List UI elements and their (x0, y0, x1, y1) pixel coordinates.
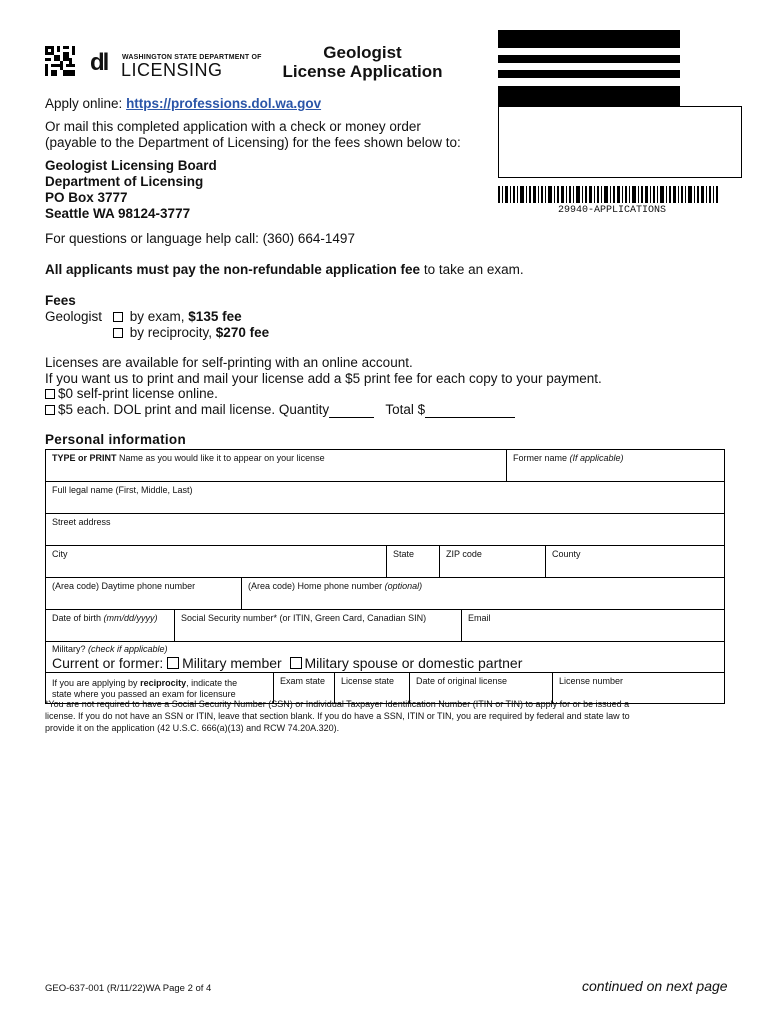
redaction-bar (498, 55, 680, 63)
dol-logo-mark: dl (90, 49, 108, 76)
form-id-footer: GEO-637-001 (R/11/22)WA Page 2 of 4 (45, 983, 212, 994)
print-option-self: $0 self-print license online. (45, 386, 218, 402)
former-name-field[interactable]: Former name (If applicable) (513, 453, 624, 463)
mail-print-checkbox[interactable] (45, 405, 55, 415)
address-line: PO Box 3777 (45, 190, 128, 205)
address-line: Department of Licensing (45, 174, 204, 189)
fee-option-reciprocity: by reciprocity, $270 fee (113, 325, 269, 341)
daytime-phone-field[interactable]: (Area code) Daytime phone number (46, 578, 242, 609)
quantity-field[interactable] (329, 405, 374, 418)
continued-note: continued on next page (582, 978, 728, 994)
ssn-footnote: *You are not required to have a Social Security Number (SSN) or Individual Taxpayer Identification Number (ITIN or TIN) to apply for or be issued a license. If you do not have an SSN or ITIN, leave that section blank. If you do have a SSN, ITIN or TIN, you are required by federal and state law to provide it on the application (42 U.S.C. 666(a)(13) and RCW 74.20A.320). (45, 699, 630, 733)
address-line: Seattle WA 98124-3777 (45, 206, 191, 221)
agency-name-line2: LICENSING (121, 60, 223, 80)
date-of-birth-field[interactable]: Date of birth (mm/dd/yyyy) (46, 610, 175, 641)
fee-reciprocity-checkbox[interactable] (113, 328, 123, 338)
military-member-checkbox[interactable] (167, 657, 179, 669)
license-number-field[interactable]: License number (559, 676, 624, 686)
street-address-field[interactable]: Street address (52, 517, 111, 527)
personal-info-table (45, 449, 725, 704)
form-title: Geologist License Application (282, 43, 443, 81)
fees-heading: Fees (45, 293, 76, 308)
redaction-bar (498, 86, 680, 106)
print-option-mail: $5 each. DOL print and mail license. Quantity Total $ (45, 402, 515, 418)
agency-name-line1: WASHINGTON STATE DEPARTMENT OF (122, 54, 262, 61)
fee-notice: All applicants must pay the non-refundable application fee to take an exam. (45, 262, 524, 277)
mail-instructions-line1: Or mail this completed application with a check or money order (45, 119, 421, 134)
reciprocity-instructions: If you are applying by reciprocity, indicate the state where you passed an exam for licensure (46, 673, 274, 703)
county-field[interactable]: County (552, 549, 581, 559)
personal-info-heading: Personal information (45, 432, 187, 447)
address-line: Geologist Licensing Board (45, 158, 217, 173)
print-info-line2: If you want us to print and mail your license add a $5 print fee for each copy to your payment. (45, 371, 602, 386)
total-field[interactable] (425, 405, 515, 418)
barcode-icon (498, 186, 718, 203)
name-on-license-field[interactable]: TYPE or PRINT Name as you would like it to appear on your license (46, 450, 507, 481)
exam-state-field[interactable]: Exam state (274, 673, 335, 703)
print-info-line1: Licenses are available for self-printing with an online account. (45, 355, 413, 370)
zip-field[interactable]: ZIP code (440, 546, 546, 577)
fee-option-exam: by exam, $135 fee (113, 309, 242, 325)
self-print-checkbox[interactable] (45, 389, 55, 399)
redaction-bar (498, 70, 680, 78)
military-status-row: Military? (check if applicable) Current or former: Military member Military spouse or domestic partner (52, 644, 523, 671)
city-field[interactable]: City (46, 546, 387, 577)
state-field[interactable]: State (387, 546, 440, 577)
apply-online-link[interactable]: https://professions.dol.wa.gov (126, 96, 322, 111)
barcode-text: 29940-APPLICATIONS (558, 205, 667, 216)
fees-label: Geologist (45, 309, 103, 324)
office-use-box (498, 106, 742, 178)
help-phone-line: For questions or language help call: (360) 664-1497 (45, 231, 355, 246)
mail-instructions-line2: (payable to the Department of Licensing) for the fees shown below to: (45, 135, 461, 150)
apply-online-line: Apply online: https://professions.dol.wa.gov (45, 96, 322, 111)
redaction-bar (498, 30, 680, 48)
license-state-field[interactable]: License state (335, 673, 410, 703)
home-phone-field[interactable]: (Area code) Home phone number (optional) (248, 581, 423, 591)
military-spouse-checkbox[interactable] (290, 657, 302, 669)
qr-code-icon (45, 46, 75, 76)
full-legal-name-field[interactable]: Full legal name (First, Middle, Last) (52, 485, 193, 495)
email-field[interactable]: Email (468, 613, 491, 623)
ssn-field[interactable]: Social Security number* (or ITIN, Green Card, Canadian SIN) (175, 610, 462, 641)
date-original-license-field[interactable]: Date of original license (410, 673, 553, 703)
fee-exam-checkbox[interactable] (113, 312, 123, 322)
